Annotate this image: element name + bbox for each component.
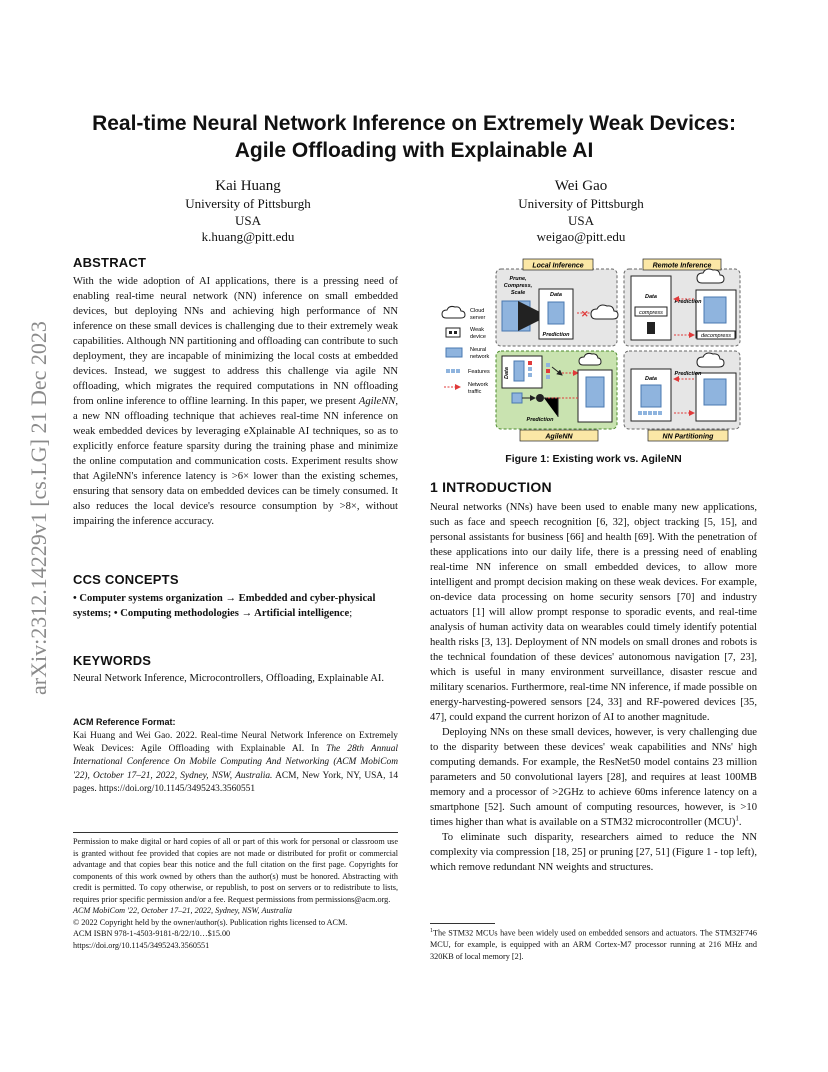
intro-paragraph-2 [430,725,757,830]
acm-reference-text [73,730,398,796]
neural-network-icon [446,348,462,357]
permission-text: Permission to make digital or hard copies of all or part of this work for personal or classroom use is granted without fee provided that copies are not made or distributed for profit or commercial advantage and that copies bear this notice and the full citation on the first page. Copyrights for components of this work owned by others than the author(s) must be honored. Abstracting with credit is permitted. To copy otherwise, or republish, to post on servers or to redistribute to lists, requires prior specific permission and/or a fee. Request permissions from permissions@acm.org. [73,837,398,904]
panel-agilenn [496,351,617,441]
legend-cloud-2: server [470,315,486,321]
permission-venue: ACM MobiCom '22, October 17–21, 2022, Sydney, NSW, Australia [73,906,292,915]
legend-weak-1: Weak [470,327,484,333]
label-prune: Prune, [509,276,527,282]
footnote [430,926,757,962]
abstract-part-b: , a new NN offloading technique that achieves real-time NN inference on weak embedded devices by leveraging eXplainable AI techniques, so as to explicitly enforce feature sparsity during the training phase and minimize the online computation and communication costs. Experiment results show that AgileNN's inference latency is >6× lower than the existing schemes, ensuring that sensory data on embedded devices can be timely consumed. It also reduces the local device's resource consumption by >8×, without impairing the inference accuracy. [73,396,398,527]
legend-traffic-2: traffic [468,389,482,395]
author-country: USA [234,212,261,228]
author-name: Wei Gao [554,178,608,194]
author-block-1 [128,177,368,246]
label-data: Data [504,367,510,379]
abstract-text [73,274,398,529]
footnote-text: The STM32 MCUs have been widely used on embedded sensors and actuators. The STM32F746 MCU, for example, is equipped with an ARM Cortex-M7 processor running at 216 MHz and 320KB of local memory [2]. [430,928,757,961]
footnote-number: 1 [430,928,433,934]
label-agilenn: AgileNN [545,433,573,441]
ccs-heading: CCS CONCEPTS [73,572,179,587]
weak-device-icon [446,328,460,337]
acm-reference-heading: ACM Reference Format: [73,717,176,727]
acm-ref-part-b: ACM, New York, NY, USA, 14 pages. https://doi.org/10.1145/3495243.3560551 [73,770,399,794]
legend-nn-2: network [470,354,490,360]
permission-isbn: ACM ISBN 978-1-4503-9181-8/22/10…$15.00 [73,929,231,938]
intro-paragraph-1: Neural networks (NNs) have been used to enable many new applications, such as face and speech recognition [6, 32], object tracking [5, 15], and personal assistants for business [66] and health [69]. With the penetration of these applications into our daily life, there is a pressing need of enabling real-time NN inference on small embedded devices, to allow more intelligent and prompt decision making on these weak devices. For example, on-device data processing on home security sensors [70] and industry actuators [1] will allow prompt response to sporadic events, and real-time analysis of human activity data on wearables could timely identify potential health risks [3, 13]. Deployment of NN models on small drones and robots is the technical foundation of these devices' autonomous navigation [7, 23], which is useful in many environment surveillance, disaster rescue and military scenarios. Furthermore, real-time NN inference, if made possible on energy-harvesting-powered sensors [24, 33] and RF-powered devices [35, 47], could expand the current horizon of AI to another magnitude. [430,502,757,723]
label-data: Data [550,292,562,298]
author-country: USA [567,212,594,228]
author-affiliation: University of Pittsburgh [518,196,644,211]
author-block-2 [461,177,701,246]
label-nn-partitioning: NN Partitioning [662,433,714,441]
intro-p2-text: Deploying NNs on these small devices, however, is very challenging due to the disparity between these devices' weak capabilities and NNs' high computing demands. For example, the ResNet50 model contains 23 million parameters and 50 convolutional layers [28], and requires at least 100MB memory and a processor of >2GHz to achieve 60ms inference latency on a smartphone [52]. Such amount of computing resources, however, is >10 times higher than what is available on a STM32 microcontroller (MCU) [430,727,757,828]
keywords-heading: KEYWORDS [73,653,152,668]
title-line-2: Agile Offloading with Explainable AI [234,139,594,162]
panel-remote-inference [624,259,740,346]
author-affiliation: University of Pittsburgh [185,196,311,211]
legend-traffic-1: Network [468,382,489,388]
label-compress-box: compress [639,310,663,316]
figure-1 [438,255,744,450]
label-scale: Scale [510,290,526,296]
permission-copyright: © 2022 Copyright held by the owner/author(s). Publication rights licensed to ACM. [73,917,348,927]
abstract-heading: ABSTRACT [73,255,147,270]
permission-doi[interactable]: https://doi.org/10.1145/3495243.3560551 [73,940,210,950]
introduction-heading: 1 INTRODUCTION [430,479,552,495]
features-icon [446,369,460,373]
label-prediction: Prediction [674,299,702,305]
permission-divider [73,832,398,833]
footnote-marker[interactable]: 1 [735,814,739,823]
figure-caption: Figure 1: Existing work vs. AgileNN [505,453,682,465]
author-email[interactable]: weigao@pitt.edu [536,229,626,244]
label-data: Data [645,294,657,300]
ccs-text [73,591,398,621]
label-remote-inference: Remote Inference [652,262,712,270]
label-compress: Compress, [503,283,533,289]
label-data: Data [645,376,657,382]
intro-paragraph-3: To eliminate such disparity, researchers aimed to reduce the NN complexity via compression [18, 25] or pruning [27, 51] (Figure 1 - top left), which remove redundant NN weights and structures. [430,832,757,873]
acm-ref-part-a: Kai Huang and Wei Gao. 2022. Real-time Neural Network Inference on Extremely Weak Devices: Agile Offloading with Explainable AI. In [73,731,398,755]
paper-title [60,110,768,164]
ccs-item-2: • Computing methodologies → Artificial intelligence [113,608,350,619]
author-email[interactable]: k.huang@pitt.edu [201,229,295,244]
arxiv-stamp [10,290,60,700]
panel-local-inference [496,259,618,346]
label-local-inference: Local Inference [532,262,584,270]
cloud-icon [442,306,465,318]
acm-ref-venue: The 28th Annual International Conference On Mobile Computing And Networking (ACM MobiCom '22), October 17–21, 2022, Sydney, NSW, Australia. [73,744,398,781]
footnote-divider [430,923,495,924]
author-name: Kai Huang [215,178,281,194]
ccs-tail: ; [349,608,353,619]
introduction-text [430,500,757,875]
svg-text:✕: ✕ [581,309,589,319]
ccs-item-1: • Computer systems organization → Embedded and cyber-physical systems; [73,593,376,619]
legend-features: Features [468,369,490,375]
label-prediction: Prediction [526,417,554,423]
arxiv-id: arXiv:2312.14229v1 [cs.LG] 21 Dec 2023 [26,321,51,695]
title-line-1: Real-time Neural Network Inference on Extremely Weak Devices: [92,112,736,135]
agilenn-emphasis: AgileNN [358,396,396,407]
permission-block [73,836,398,951]
panel-nn-partitioning [624,351,740,441]
legend-cloud-1: Cloud [470,308,485,314]
legend-nn-1: Neural [470,347,487,353]
label-prediction: Prediction [542,332,570,338]
legend-weak-2: device [470,334,486,340]
label-prediction: Prediction [674,371,702,377]
abstract-part-a: With the wide adoption of AI applications, there is a pressing need of enabling real-time neural network (NN) inference on small embedded devices, but deploying NNs and achieving high performance of NN inference on these small devices is challenging due to their extremely weak capabilities. Although NN partitioning and offloading can contribute to such deployment, they are incapable of minimizing the local costs at embedded devices. Instead, we suggest to address this challenge via agile NN offloading, which migrates the required computations in NN offloading from online inference to offline learning. In this paper, we present [73,276,398,407]
figure-legend [442,306,490,395]
intro-p2-end: . [738,817,742,828]
keywords-text: Neural Network Inference, Microcontrollers, Offloading, Explainable AI. [73,673,385,684]
label-decompress: decompress [701,333,731,339]
